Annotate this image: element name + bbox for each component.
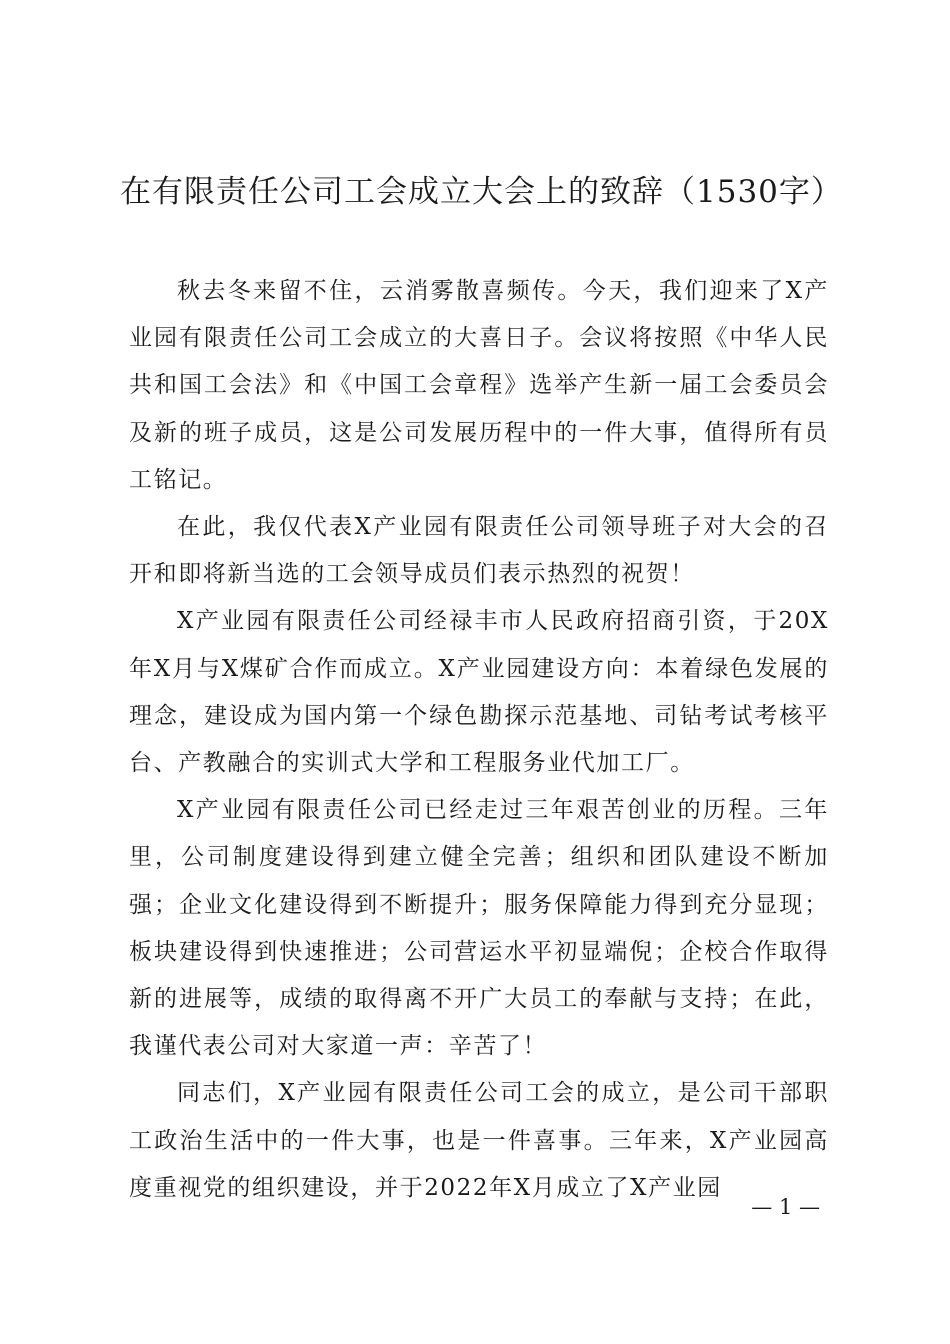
paragraph-4: X产业园有限责任公司已经走过三年艰苦创业的历程。三年里，公司制度建设得到建立健全完善；组织和团队建设不断加强；企业文化建设得到不断提升；服务保障能力得到充分显现；板块建设得到快速推进；公司营运水平初显端倪；企校合作取得新的进展等，成绩的取得离不开广大员工的奉献与支持；在此，我谨代表公司对大家道一声：辛苦了！ [129,797,829,1060]
paragraph-1: 秋去冬来留不住，云消雾散喜频传。今天，我们迎来了X产业园有限责任公司工会成立的大喜日子。会议将按照《中华人民共和国工会法》和《中国工会章程》选举产生新一届工会委员会及新的班子成员，这是公司发展历程中的一件大事，值得所有员工铭记。 [129,278,829,493]
page-number: — 1 — [751,1195,820,1219]
paragraph-5: 同志们，X产业园有限责任公司工会的成立，是公司干部职工政治生活中的一件大事，也是一件喜事。三年来，X产业园高度重视党的组织建设，并于2022年X月成立了X产业园 [129,1080,829,1201]
paragraph-3: X产业园有限责任公司经禄丰市人民政府招商引资，于20X年X月与X煤矿合作而成立。X产业园建设方向：本着绿色发展的理念，建设成为国内第一个绿色勘探示范基地、司钻考试考核平台、产教融合的实训式大学和工程服务业代加工厂。 [129,608,829,777]
document-title: 在有限责任公司工会成立大会上的致辞（1530字） [120,174,843,210]
document-body [129,268,829,1212]
paragraph-2: 在此，我仅代表X产业园有限责任公司领导班子对大会的召开和即将新当选的工会领导成员们表示热烈的祝贺！ [129,514,829,588]
